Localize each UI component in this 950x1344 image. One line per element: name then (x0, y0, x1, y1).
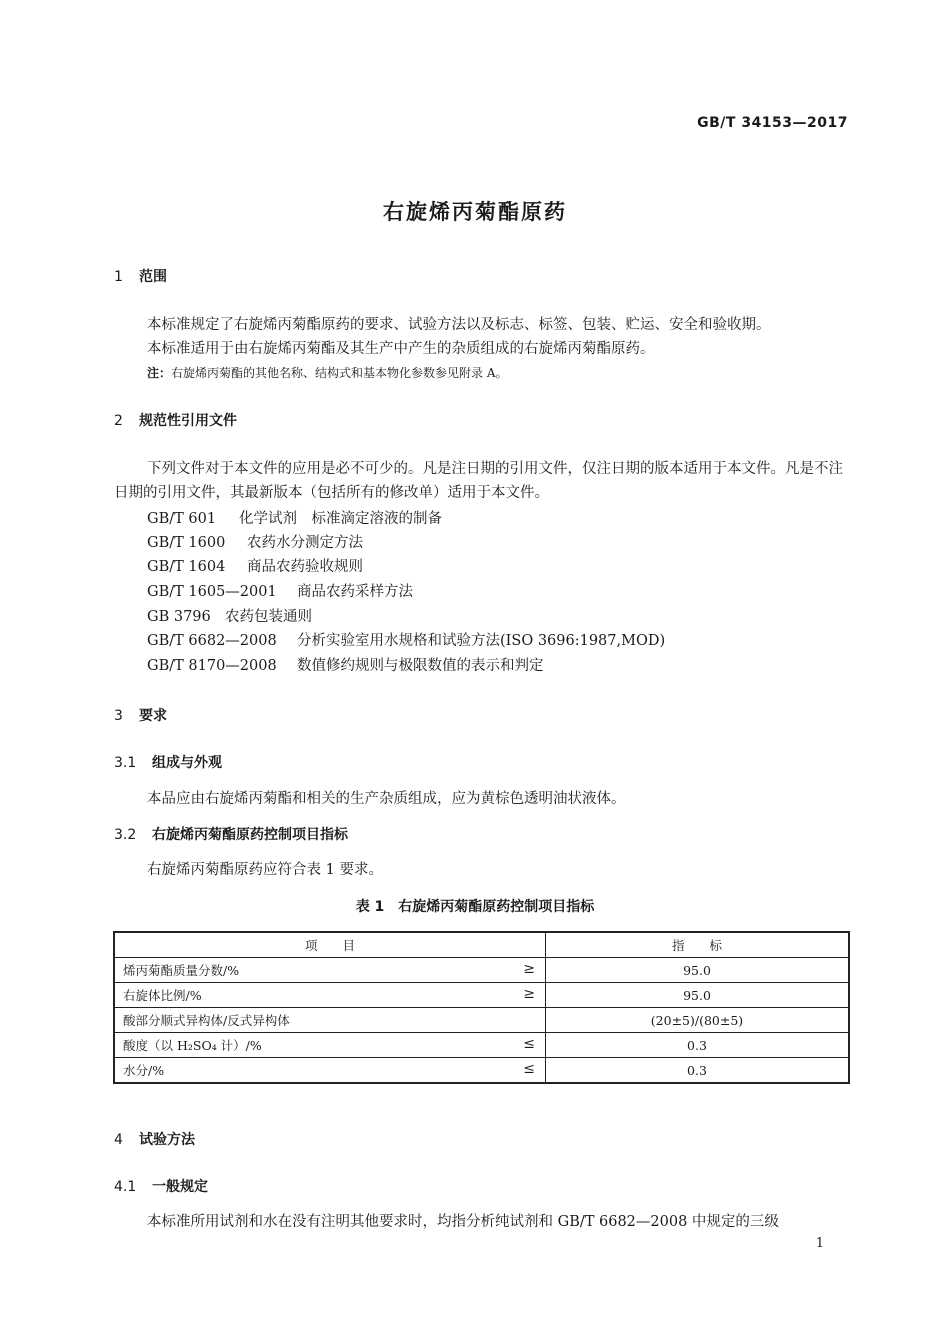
section-title: 组成与外观 (152, 755, 222, 771)
reference-title: 农药包装通则 (225, 609, 312, 625)
reference-title: 数值修约规则与极限数值的表示和判定 (297, 658, 544, 674)
reference-item (147, 580, 413, 601)
page-number: 1 (815, 1236, 824, 1251)
value-cell: 0.3 (546, 1033, 850, 1058)
reference-title: 分析实验室用水规格和试验方法(ISO 3696:1987,MOD) (297, 633, 666, 649)
paragraph: 右旋烯丙菊酯原药应符合表 1 要求。 (147, 862, 383, 878)
reference-item (147, 531, 363, 552)
section-title: 一般规定 (152, 1179, 208, 1195)
item-cell (114, 1033, 546, 1058)
note-label: 注： (147, 366, 172, 380)
section-title: 要求 (139, 708, 167, 724)
paragraph: 下列文件对于本文件的应用是必不可少的。凡是注日期的引用文件，仅注日期的版本适用于本文件。凡是不注日期的引用文件，其最新版本（包括所有的修改单）适用于本文件。 (114, 461, 843, 501)
paragraph: 本标准规定了右旋烯丙菊酯原药的要求、试验方法以及标志、标签、包装、贮运、安全和验收期。 (147, 317, 771, 333)
paragraph: 本标准所用试剂和水在没有注明其他要求时，均指分析纯试剂和 GB/T 6682—2008 中规定的三级 (147, 1214, 779, 1230)
standard-code: GB/T 34153—2017 (697, 115, 848, 131)
section-title: 试验方法 (139, 1132, 195, 1148)
comparison-symbol: ≥ (523, 986, 535, 1002)
reference-item (147, 507, 442, 528)
reference-item (147, 654, 544, 675)
reference-code: GB/T 6682—2008 (147, 633, 277, 649)
reference-code: GB/T 1600 (147, 535, 226, 551)
section-3-heading (114, 705, 167, 725)
section-2-heading (114, 410, 237, 430)
section-number: 4.1 (114, 1179, 137, 1195)
reference-code: GB/T 601 (147, 511, 217, 527)
section-3-2-heading (114, 824, 348, 844)
reference-code: GB/T 8170—2008 (147, 658, 277, 674)
reference-item (147, 629, 665, 650)
table-row (114, 983, 849, 1008)
reference-item (147, 555, 363, 576)
section-title: 右旋烯丙菊酯原药控制项目指标 (152, 827, 348, 843)
reference-item (147, 605, 312, 626)
spec-table (113, 931, 850, 1084)
note (147, 364, 508, 381)
paragraph: 本标准适用于由右旋烯丙菊酯及其生产中产生的杂质组成的右旋烯丙菊酯原药。 (147, 341, 655, 357)
value-cell: 0.3 (546, 1058, 850, 1084)
value-cell: 95.0 (546, 958, 850, 983)
comparison-symbol: ≤ (523, 1036, 535, 1052)
item-name: 水分/% (123, 1063, 165, 1078)
reference-title: 商品农药验收规则 (247, 559, 363, 575)
item-name: 烯丙菊酯质量分数/% (123, 963, 240, 978)
paragraph: 本品应由右旋烯丙菊酯和相关的生产杂质组成，应为黄棕色透明油状液体。 (147, 791, 626, 807)
item-cell (114, 958, 546, 983)
section-number: 4 (114, 1132, 123, 1148)
section-number: 2 (114, 413, 123, 429)
section-1-heading (114, 266, 167, 286)
document-title: 右旋烯丙菊酯原药 (383, 200, 567, 224)
item-cell (114, 1058, 546, 1084)
comparison-symbol: ≤ (523, 1061, 535, 1077)
section-title: 规范性引用文件 (139, 413, 237, 429)
item-name: 酸度（以 H₂SO₄ 计）/% (123, 1038, 262, 1053)
table-row (114, 958, 849, 983)
section-number: 3.1 (114, 755, 137, 771)
section-4-1-heading (114, 1176, 208, 1196)
table-caption: 表 1 右旋烯丙菊酯原药控制项目指标 (355, 899, 595, 915)
item-cell (114, 1008, 546, 1033)
reference-code: GB/T 1604 (147, 559, 226, 575)
section-number: 3.2 (114, 827, 137, 843)
reference-title: 商品农药采样方法 (297, 584, 413, 600)
reference-code: GB 3796 (147, 609, 211, 625)
note-text: 右旋烯丙菊酯的其他名称、结构式和基本物化参数参见附录 A。 (171, 366, 508, 380)
value-cell: (20±5)/(80±5) (546, 1008, 850, 1033)
section-4-heading (114, 1129, 195, 1149)
item-name: 右旋体比例/% (123, 988, 202, 1003)
column-header: 项 目 (114, 932, 546, 958)
value-cell: 95.0 (546, 983, 850, 1008)
section-title: 范围 (139, 269, 167, 285)
item-cell (114, 983, 546, 1008)
table-row (114, 1033, 849, 1058)
table-header-row (114, 932, 849, 958)
reference-title: 农药水分测定方法 (247, 535, 363, 551)
section-3-1-heading (114, 752, 222, 772)
column-header: 指 标 (546, 932, 850, 958)
table-row (114, 1058, 849, 1084)
reference-title: 化学试剂 标准滴定溶液的制备 (239, 511, 442, 527)
table-row (114, 1008, 849, 1033)
section-number: 1 (114, 269, 123, 285)
section-number: 3 (114, 708, 123, 724)
comparison-symbol: ≥ (523, 961, 535, 977)
item-name: 酸部分顺式异构体/反式异构体 (123, 1013, 290, 1028)
reference-code: GB/T 1605—2001 (147, 584, 277, 600)
